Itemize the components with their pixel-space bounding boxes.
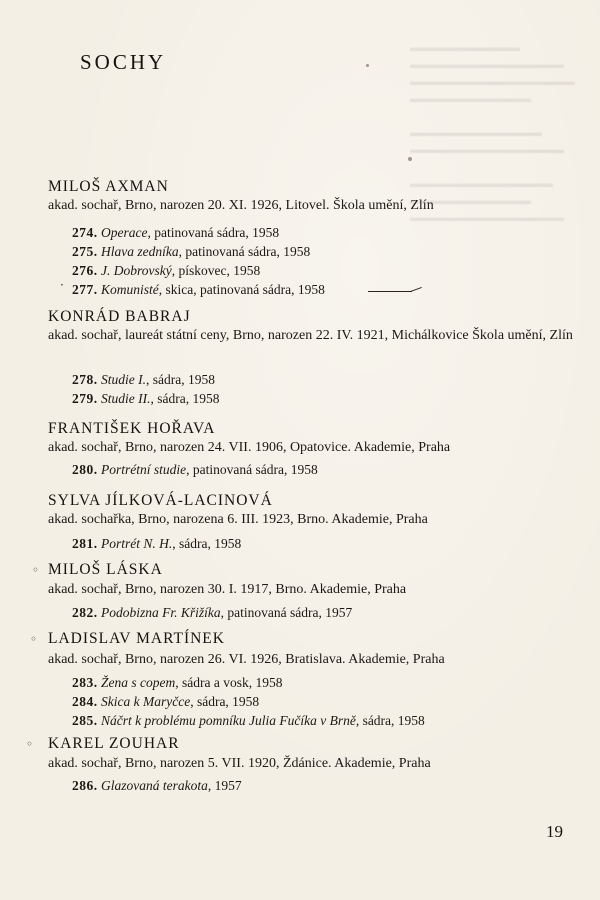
works-list [72,534,572,553]
work-entry: 283. Žena s copem, sádra a vosk, 1958 [72,675,283,690]
show-through-texture: ▬▬▬▬▬▬▬▬▬▬ ▬▬▬▬▬▬▬▬▬▬▬▬▬▬ ▬▬▬▬▬▬▬▬▬▬▬▬▬▬▬ ▬▬▬▬▬▬▬▬▬▬▬ ▬▬▬▬▬▬▬▬▬▬▬▬ ▬▬▬▬▬▬▬▬▬▬▬▬▬▬ ▬▬▬▬▬▬▬▬▬▬▬▬▬ ▬▬▬▬▬▬▬▬▬▬▬ ▬▬▬▬▬▬▬▬▬▬▬▬▬▬ [410,42,575,224]
works-list [72,460,572,479]
artist-description: akad. sochař, Brno, narozen 24. VII. 1906, Opatovice. Akademie, Praha [48,440,451,455]
works-list [72,223,572,299]
work-entry: 286. Glazovaná terakota, 1957 [72,778,242,793]
works-list [72,370,572,408]
artist-name: MILOŠ LÁSKA [48,561,163,578]
artist-description: akad. sochařka, Brno, narozena 6. III. 1923, Brno. Akademie, Praha [48,512,428,527]
artist-description: akad. sochař, laureát státní ceny, Brno, narozen 22. IV. 1921, Michálkovice Škola umění, Zlín [48,328,573,343]
artist-name: FRANTIŠEK HOŘAVA [48,420,216,437]
artist-name: KAREL ZOUHAR [48,735,180,752]
page-title: SOCHY [80,50,167,74]
artist-description: akad. sochař, Brno, narozen 5. VII. 1920, Ždánice. Akademie, Praha [48,756,431,771]
works-list [72,673,572,730]
work-entry: 284. Skica k Maryčce, sádra, 1958 [72,694,260,709]
artist-name: KONRÁD BABRAJ [48,308,191,325]
work-entry: 282. Podobizna Fr. Křižíka, patinovaná sádra, 1957 [72,605,353,620]
page-number: 19 [546,822,563,841]
work-entry: 274. Operace, patinovaná sádra, 1958 [72,225,280,240]
pen-underline [368,291,412,292]
works-list [72,603,572,622]
work-entry: 281. Portrét N. H., sádra, 1958 [72,536,242,551]
artist-name: SYLVA JÍLKOVÁ-LACINOVÁ [48,492,273,509]
artist-description: akad. sochař, Brno, narozen 20. XI. 1926, Litovel. Škola umění, Zlín [48,198,434,213]
work-entry: 276. J. Dobrovský, pískovec, 1958 [72,263,261,278]
work-entry: 275. Hlava zedníka, patinovaná sádra, 1958 [72,244,311,259]
artist-name: MILOŠ AXMAN [48,178,169,195]
work-entry: 280. Portrétní studie, patinovaná sádra, 1958 [72,462,318,477]
artist-description: akad. sochař, Brno, narozen 30. I. 1917, Brno. Akademie, Praha [48,582,407,597]
ink-speck [408,157,412,161]
artist-description: akad. sochař, Brno, narozen 26. VI. 1926, Bratislava. Akademie, Praha [48,652,445,667]
work-entry: 285. Náčrt k problému pomníku Julia Fučíka v Brně, sádra, 1958 [72,713,425,728]
margin-circle-mark: ◦ [32,563,40,577]
work-entry: 279. Studie II., sádra, 1958 [72,391,220,406]
work-entry: 278. Studie I., sádra, 1958 [72,372,215,387]
margin-circle-mark: ◦ [26,737,34,751]
ink-speck [366,64,369,67]
works-list [72,776,572,795]
bullet-mark: · [60,278,64,292]
work-entry: 277. Komunisté, skica, patinovaná sádra, 1958 [72,282,325,297]
margin-circle-mark: ◦ [30,632,38,646]
artist-name: LADISLAV MARTÍNEK [48,630,225,647]
